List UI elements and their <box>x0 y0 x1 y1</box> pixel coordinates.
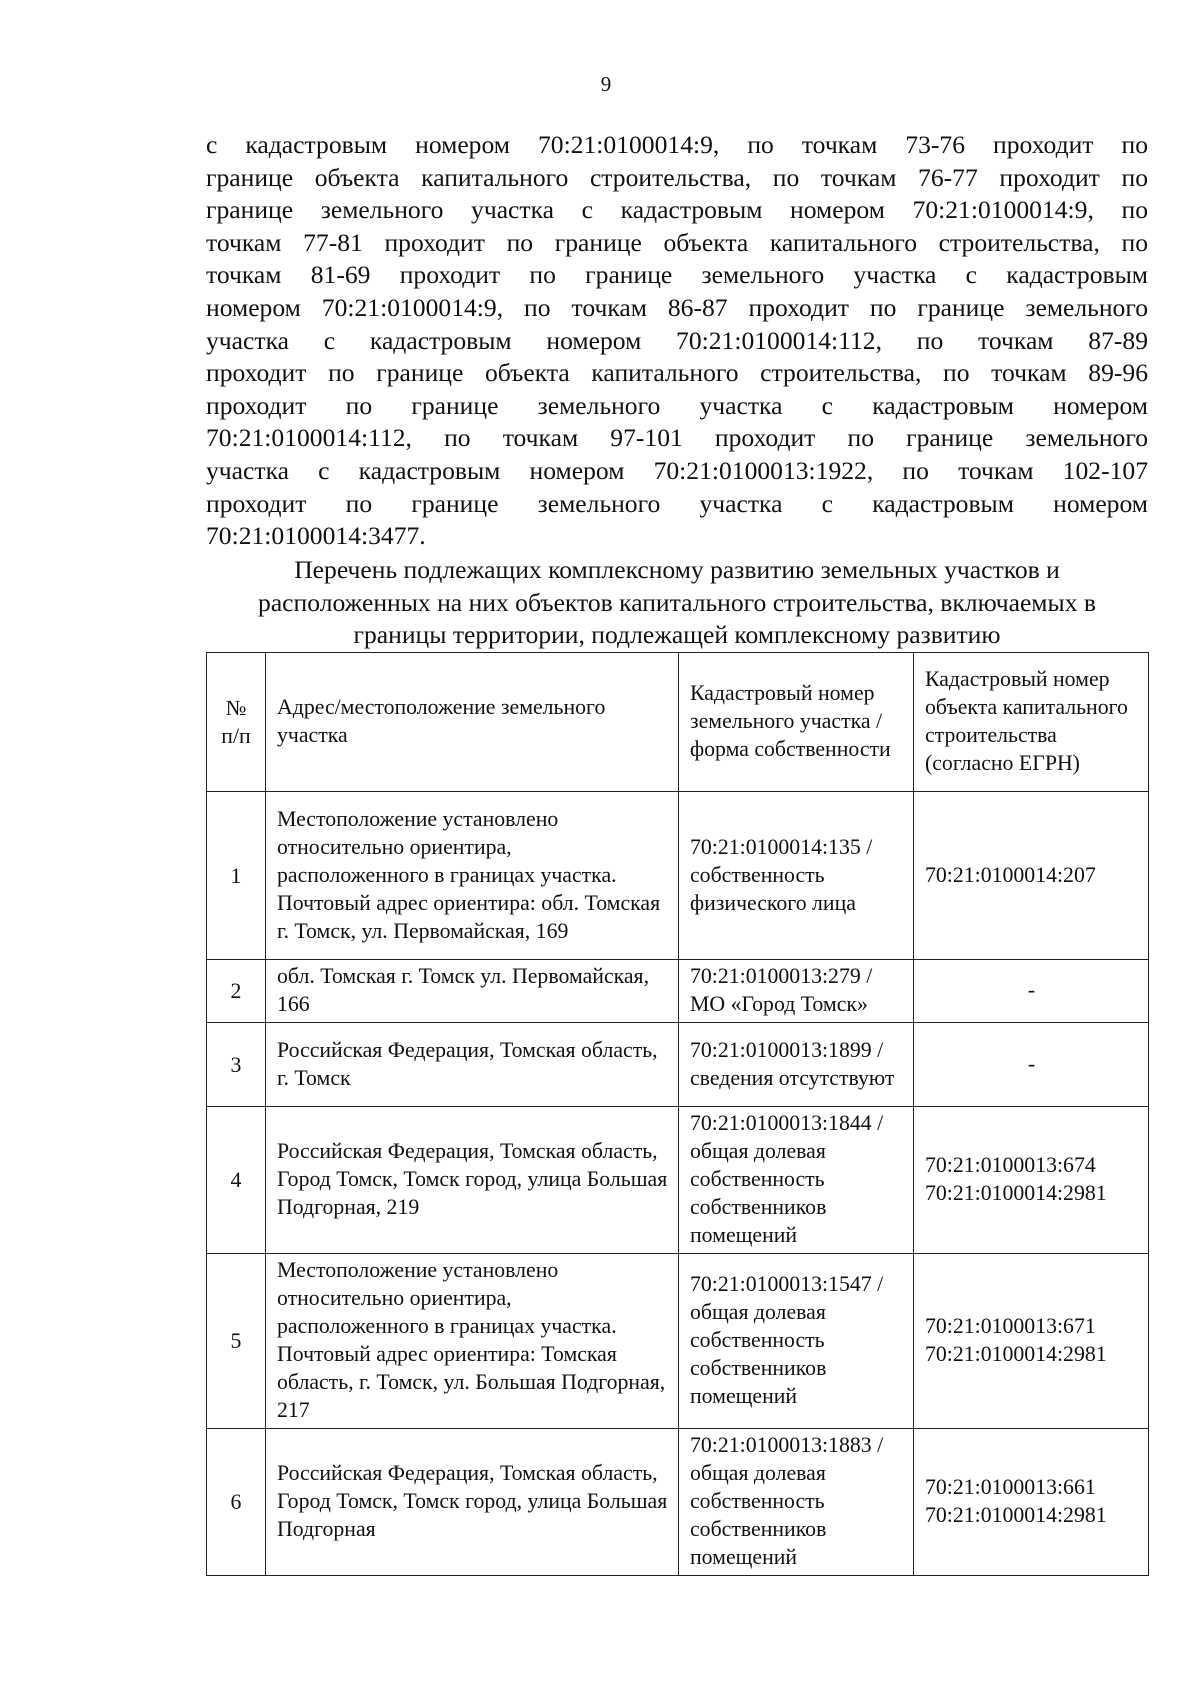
row-object-cadastral: - <box>914 1023 1149 1107</box>
table-row <box>207 1429 1149 1576</box>
paragraph-line: точкам 77-81 проходит по границе объекта капитального строительства, по <box>206 227 1148 257</box>
row-number: 2 <box>207 960 266 1023</box>
paragraph-line: участка с кадастровым номером 70:21:0100014:112, по точкам 87-89 <box>206 325 1148 355</box>
heading-line: границы территории, подлежащей комплексному развитию <box>353 620 1001 650</box>
row-address: Местоположение установлено относительно ориентира, расположенного в границах участка. Почтовый адрес ориентира: обл. Томская г. Томск, ул. Первомайская, 169 <box>266 792 679 960</box>
header-address: Адрес/местоположение земельного участка <box>266 653 679 792</box>
table-row <box>207 1254 1149 1429</box>
paragraph-line: точкам 81-69 проходит по границе земельного участка с кадастровым <box>206 260 1148 290</box>
body-paragraph <box>206 129 1148 553</box>
paragraph-line: с кадастровым номером 70:21:0100014:9, по точкам 73-76 проходит по <box>206 130 1148 159</box>
row-number: 4 <box>207 1107 266 1254</box>
paragraph-line: проходит по границе объекта капитального строительства, по точкам 89-96 <box>206 358 1148 388</box>
row-address: Российская Федерация, Томская область, Город Томск, Томск город, улица Большая Подгорная, 219 <box>266 1107 679 1254</box>
page-number: 9 <box>600 72 612 96</box>
header-object-cadastral: Кадастровый номер объекта капитального строительства (согласно ЕГРН) <box>914 653 1149 792</box>
paragraph-line: 70:21:0100014:112, по точкам 97-101 проходит по границе земельного <box>206 423 1148 453</box>
section-heading <box>206 554 1148 652</box>
row-object-cadastral: 70:21:0100013:671 70:21:0100014:2981 <box>914 1254 1149 1429</box>
row-number: 3 <box>207 1023 266 1107</box>
row-address: Российская Федерация, Томская область, г. Томск <box>266 1023 679 1107</box>
paragraph-line: участка с кадастровым номером 70:21:0100013:1922, по точкам 102-107 <box>206 455 1148 485</box>
paragraph-line: проходит по границе земельного участка с кадастровым номером <box>206 488 1148 518</box>
row-address: Местоположение установлено относительно ориентира, расположенного в границах участка. Почтовый адрес ориентира: Томская область, г. Томск, ул. Большая Подгорная, 217 <box>266 1254 679 1429</box>
table-row <box>207 960 1149 1023</box>
table-row <box>207 792 1149 960</box>
header-number: № п/п <box>207 653 266 792</box>
row-number: 6 <box>207 1429 266 1576</box>
paragraph-line: 70:21:0100014:3477. <box>206 521 426 551</box>
paragraph-line: границе объекта капитального строительства, по точкам 76-77 проходит по <box>206 162 1148 192</box>
heading-line: расположенных на них объектов капитального строительства, включаемых в <box>258 587 1096 617</box>
paragraph-line: границе земельного участка с кадастровым номером 70:21:0100014:9, по <box>206 195 1148 225</box>
table-header-row <box>207 653 1149 792</box>
row-object-cadastral: 70:21:0100014:207 <box>914 792 1149 960</box>
row-address: обл. Томская г. Томск ул. Первомайская, 166 <box>266 960 679 1023</box>
row-object-cadastral: 70:21:0100013:661 70:21:0100014:2981 <box>914 1429 1149 1576</box>
heading-line: Перечень подлежащих комплексному развитию земельных участков и <box>294 555 1060 584</box>
row-address: Российская Федерация, Томская область, Город Томск, Томск город, улица Большая Подгорная <box>266 1429 679 1576</box>
row-object-cadastral: - <box>914 960 1149 1023</box>
row-object-cadastral: 70:21:0100013:674 70:21:0100014:2981 <box>914 1107 1149 1254</box>
row-land-cadastral: 70:21:0100013:279 / МО «Город Томск» <box>679 960 914 1023</box>
row-land-cadastral: 70:21:0100013:1844 / общая долевая собственность собственников помещений <box>679 1107 914 1254</box>
paragraph-line: номером 70:21:0100014:9, по точкам 86-87 проходит по границе земельного <box>206 292 1148 322</box>
header-land-cadastral: Кадастровый номер земельного участка / форма собственности <box>679 653 914 792</box>
row-land-cadastral: 70:21:0100013:1547 / общая долевая собственность собственников помещений <box>679 1254 914 1429</box>
row-number: 5 <box>207 1254 266 1429</box>
land-plots-table <box>206 652 1149 1576</box>
row-number: 1 <box>207 792 266 960</box>
paragraph-line: проходит по границе земельного участка с кадастровым номером <box>206 390 1148 420</box>
table-row <box>207 1023 1149 1107</box>
row-land-cadastral: 70:21:0100013:1883 / общая долевая собственность собственников помещений <box>679 1429 914 1576</box>
table-row <box>207 1107 1149 1254</box>
row-land-cadastral: 70:21:0100013:1899 / сведения отсутствуют <box>679 1023 914 1107</box>
row-land-cadastral: 70:21:0100014:135 / собственность физического лица <box>679 792 914 960</box>
